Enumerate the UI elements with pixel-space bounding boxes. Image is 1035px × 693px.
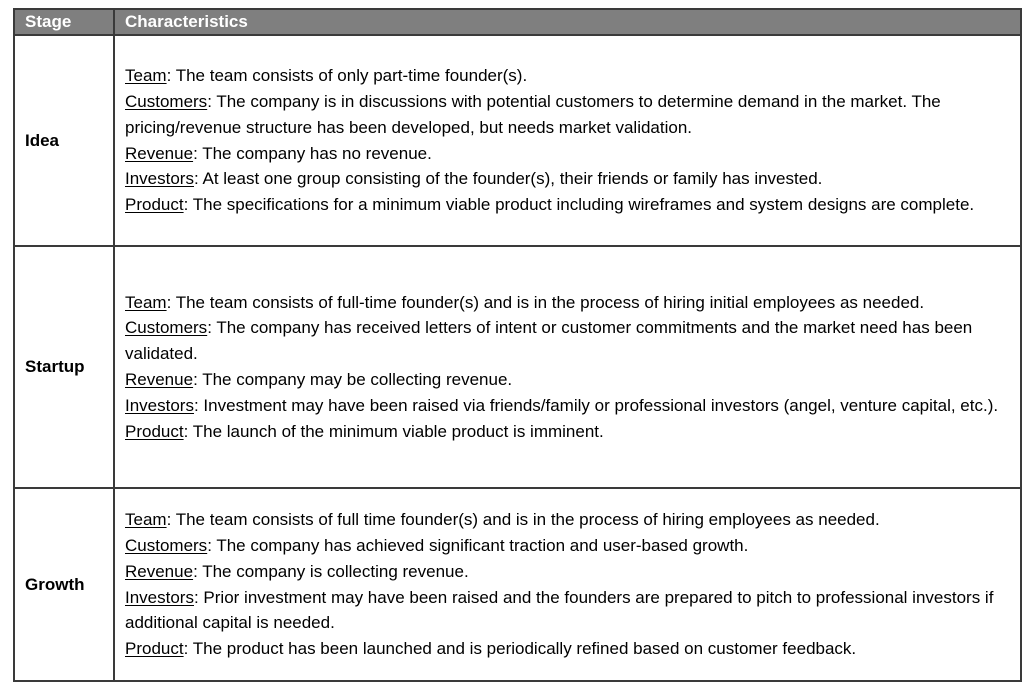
characteristic-text: : The team consists of full-time founder(s) and is in the process of hiring initial employees as needed. xyxy=(166,292,925,312)
characteristic-label: Investors xyxy=(125,395,194,415)
characteristic-text: : The company may be collecting revenue. xyxy=(193,370,513,389)
characteristic-label: Product xyxy=(125,421,184,441)
characteristics-cell xyxy=(114,35,1021,246)
characteristic-investors xyxy=(125,585,1012,637)
characteristic-customers xyxy=(125,315,1012,367)
table-row-startup xyxy=(14,246,1021,488)
characteristic-text: : The company is in discussions with potential customers to determine demand in the market. The pricing/revenue structure has been developed, but needs market validation. xyxy=(125,91,941,137)
characteristic-text: : The specifications for a minimum viable product including wireframes and system designs are complete. xyxy=(183,195,975,215)
table-header xyxy=(14,9,1021,35)
characteristic-team xyxy=(125,63,1012,89)
characteristic-revenue xyxy=(125,559,1012,585)
characteristic-text: : The team consists of only part-time founder(s). xyxy=(166,66,528,86)
characteristic-label: Investors xyxy=(125,169,194,189)
characteristic-label: Revenue xyxy=(125,561,194,581)
table-row-idea xyxy=(14,35,1021,246)
characteristic-investors xyxy=(125,166,1012,192)
characteristic-investors xyxy=(125,393,1012,419)
characteristic-text: : The company has no revenue. xyxy=(193,143,432,163)
characteristic-team xyxy=(125,507,1012,533)
characteristic-text: : The team consists of full time founder(s) and is in the process of hiring employees as needed. xyxy=(166,510,880,530)
characteristic-text: : The company has received letters of intent or customer commitments and the market need has been validated. xyxy=(125,318,973,364)
stage-name: Growth xyxy=(14,488,114,681)
characteristic-label: Customers xyxy=(125,535,208,555)
characteristic-text: : Prior investment may have been raised and the founders are prepared to pitch to professional investors if additional capital is needed. xyxy=(125,587,994,633)
characteristic-product xyxy=(125,636,1012,662)
characteristic-text: : The company has achieved significant traction and user-based growth. xyxy=(207,535,749,555)
header-stage: Stage xyxy=(14,9,114,35)
characteristic-label: Revenue xyxy=(125,143,194,163)
stage-name: Idea xyxy=(14,35,114,246)
header-row xyxy=(14,9,1021,35)
stage-characteristics-table xyxy=(13,8,1022,682)
stage-name: Startup xyxy=(14,246,114,488)
characteristic-label: Investors xyxy=(125,587,194,607)
characteristics-cell xyxy=(114,488,1021,681)
characteristic-customers xyxy=(125,89,1012,141)
characteristic-label: Team xyxy=(125,292,167,312)
header-characteristics: Characteristics xyxy=(114,9,1021,35)
characteristic-revenue xyxy=(125,141,1012,167)
characteristics-cell xyxy=(114,246,1021,488)
characteristic-customers xyxy=(125,533,1012,559)
characteristic-label: Customers xyxy=(125,318,208,338)
characteristic-text: : At least one group consisting of the founder(s), their friends or family has invested. xyxy=(193,169,823,189)
table-row-growth xyxy=(14,488,1021,681)
characteristic-text: : The product has been launched and is periodically refined based on customer feedback. xyxy=(183,639,857,659)
characteristic-label: Team xyxy=(125,510,167,530)
characteristic-label: Product xyxy=(125,639,184,659)
table-body xyxy=(14,35,1021,681)
characteristic-product xyxy=(125,192,1012,218)
characteristic-label: Revenue xyxy=(125,370,194,389)
characteristic-product xyxy=(125,419,1012,445)
characteristic-team xyxy=(125,290,1012,316)
characteristic-label: Customers xyxy=(125,91,208,111)
characteristic-revenue xyxy=(125,367,1012,393)
characteristic-text: : The company is collecting revenue. xyxy=(193,561,469,581)
characteristic-text: : The launch of the minimum viable product is imminent. xyxy=(183,421,604,441)
characteristic-label: Team xyxy=(125,66,167,86)
characteristic-label: Product xyxy=(125,195,184,215)
characteristic-text: : Investment may have been raised via friends/family or professional investors (angel, venture capital, etc.). xyxy=(193,395,999,415)
